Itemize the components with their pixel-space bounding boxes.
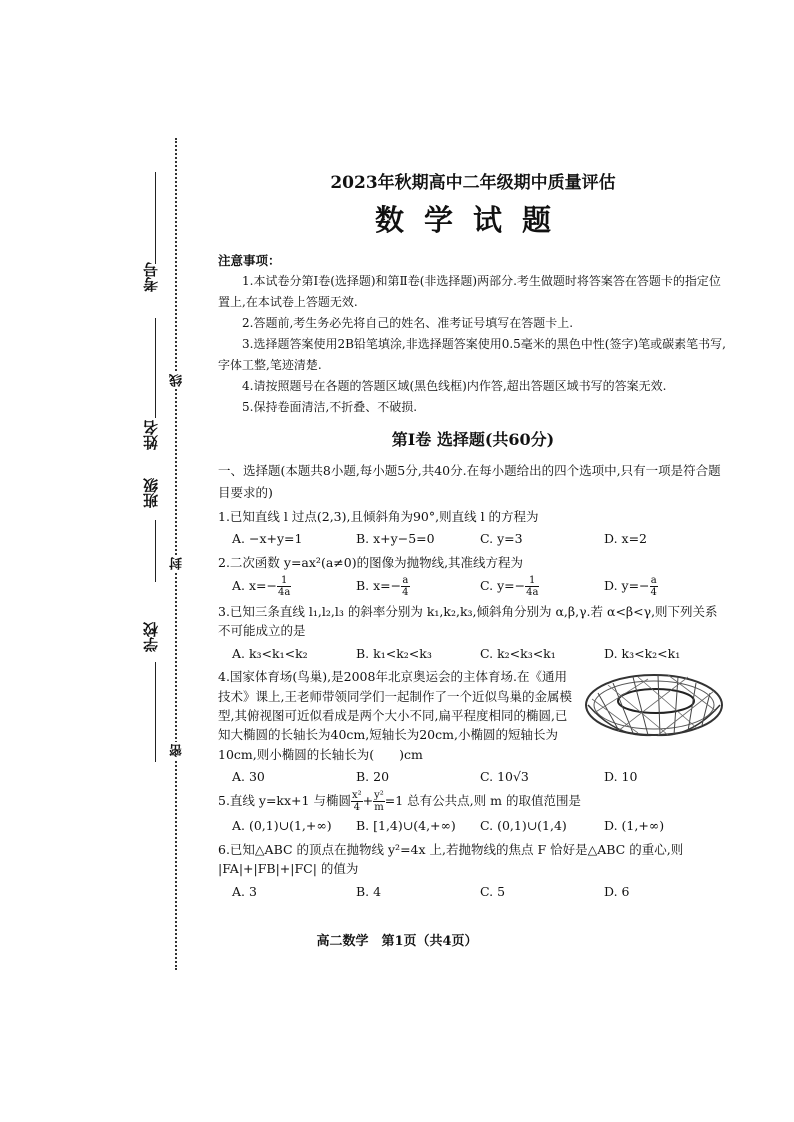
exam-content bbox=[218, 170, 728, 903]
name-line bbox=[155, 318, 156, 418]
denominator: 4 bbox=[650, 587, 657, 599]
option-c: C. k₂<k₃<k₁ bbox=[480, 645, 556, 661]
school-label: 学校 bbox=[142, 622, 160, 652]
option-prefix: A. x=− bbox=[232, 578, 277, 594]
option-c: C. (0,1)∪(1,4) bbox=[480, 818, 567, 834]
fraction bbox=[351, 790, 363, 813]
option-a: A. −x+y=1 bbox=[232, 531, 303, 547]
fraction bbox=[401, 575, 409, 598]
numerator: x² bbox=[351, 790, 362, 802]
exam-no-label: 考号 bbox=[142, 262, 160, 292]
birds-nest-icon bbox=[578, 669, 728, 749]
options bbox=[232, 644, 728, 663]
question-stem: 6.已知△ABC 的顶点在抛物线 y²=4x 上,若抛物线的焦点 F 恰好是△ABC 的重心,则 |FA|+|FB|+|FC| 的值为 bbox=[218, 841, 684, 877]
question-3 bbox=[218, 602, 728, 663]
option-d: D. 10 bbox=[604, 769, 638, 785]
notice-item: 1.本试卷分第Ⅰ卷(选择题)和第Ⅱ卷(非选择题)两部分.考生做题时将答案答在答题卡的指定位置上,在本试卷上答题无效. bbox=[218, 273, 721, 309]
denominator: 4 bbox=[353, 802, 360, 814]
option-a: A. 30 bbox=[232, 769, 265, 785]
option-prefix: C. y=− bbox=[480, 578, 526, 594]
numerator: y² bbox=[374, 790, 384, 802]
denominator: 4a bbox=[526, 587, 539, 599]
option-b: B. 4 bbox=[356, 883, 382, 899]
seal-char-seal: 封 bbox=[170, 557, 185, 570]
seal-char-mi: 密 bbox=[170, 744, 185, 757]
denominator: 4a bbox=[277, 587, 291, 599]
option-b: B. x+y−5=0 bbox=[356, 531, 435, 547]
option-a bbox=[232, 575, 356, 598]
option-c: C. 10√3 bbox=[480, 769, 529, 785]
notice-heading: 注意事项： bbox=[218, 253, 281, 269]
option-prefix: B. x=− bbox=[356, 578, 402, 594]
question-6 bbox=[218, 840, 728, 901]
option-d bbox=[604, 575, 728, 598]
option-c bbox=[480, 575, 604, 598]
option-d: D. 6 bbox=[604, 883, 630, 899]
option-c: C. 5 bbox=[480, 883, 506, 899]
subject-title: 数学试题 bbox=[374, 203, 571, 238]
seal-char-line: 线 bbox=[170, 374, 185, 387]
question-stem: 1.已知直线 l 过点(2,3),且倾斜角为90°,则直线 l 的方程为 bbox=[218, 508, 539, 524]
fraction bbox=[277, 575, 291, 598]
options bbox=[232, 882, 728, 901]
option-d: D. k₃<k₂<k₁ bbox=[604, 645, 681, 661]
name-label: 姓名 bbox=[142, 420, 160, 450]
option-b bbox=[356, 575, 480, 598]
numerator: 1 bbox=[525, 575, 539, 587]
stem-prefix: 5.直线 y=kx+1 与椭圆 bbox=[218, 793, 351, 809]
class-line bbox=[155, 520, 156, 582]
plus-sign: + bbox=[362, 793, 374, 809]
numerator: a bbox=[402, 575, 409, 587]
option-b: B. 20 bbox=[356, 769, 390, 785]
option-a: A. k₃<k₁<k₂ bbox=[232, 645, 308, 661]
notice-item: 4.请按照题号在各题的答题区域(黑色线框)内作答,超出答题区域书写的答案无效. bbox=[242, 378, 667, 393]
question-stem: 2.二次函数 y=ax²(a≠0)的图像为抛物线,其准线方程为 bbox=[218, 554, 524, 570]
options bbox=[232, 575, 728, 598]
options bbox=[232, 816, 728, 835]
fraction bbox=[373, 790, 385, 813]
school-line bbox=[155, 662, 156, 762]
question-5 bbox=[218, 790, 728, 835]
question-stem: 4.国家体育场(鸟巢),是2008年北京奥运会的主体育场.在《通用技术》课上,王老师带领同学们一起制作了一个近似鸟巢的金属模型,其俯视图可近似看成是两个大小不同,扁平程度相同的椭圆,已知大椭圆的长轴长为40cm,短轴长为20cm,小椭圆的短轴长为10cm,则小椭圆的长轴长为( )cm bbox=[218, 669, 572, 762]
exam-no-line bbox=[155, 172, 156, 264]
option-d: D. x=2 bbox=[604, 531, 647, 547]
section-instructions: 一、选择题(本题共8小题,每小题5分,共40分.在每小题给出的四个选项中,只有一项是符合题目要求的) bbox=[218, 463, 721, 500]
notice-block bbox=[218, 251, 728, 417]
options bbox=[232, 767, 728, 786]
binding-margin bbox=[0, 0, 175, 1122]
question-stem: 3.已知三条直线 l₁,l₂,l₃ 的斜率分别为 k₁,k₂,k₃,倾斜角分别为 α,β,γ.若 α<β<γ,则下列关系不可能成立的是 bbox=[218, 604, 718, 639]
option-c: C. y=3 bbox=[480, 531, 523, 547]
question-1 bbox=[218, 507, 728, 549]
notice-item: 5.保持卷面清洁,不折叠、不破损. bbox=[242, 399, 418, 414]
option-b: B. [1,4)∪(4,+∞) bbox=[356, 818, 456, 834]
numerator: 1 bbox=[277, 575, 291, 587]
fraction bbox=[525, 575, 539, 598]
option-a: A. 3 bbox=[232, 883, 257, 899]
denominator: 4 bbox=[402, 587, 409, 599]
option-d: D. (1,+∞) bbox=[604, 818, 665, 834]
fraction bbox=[650, 575, 658, 598]
question-2 bbox=[218, 553, 728, 598]
part1-title: 第Ⅰ卷 选择题(共60分) bbox=[391, 429, 555, 449]
notice-item: 2.答题前,考生务必先将自己的姓名、准考证号填写在答题卡上. bbox=[242, 315, 574, 330]
option-a: A. (0,1)∪(1,+∞) bbox=[232, 818, 332, 834]
exam-title: 2023年秋期高中二年级期中质量评估 bbox=[330, 173, 616, 193]
option-prefix: D. y=− bbox=[604, 578, 650, 594]
stem-suffix: =1 总有公共点,则 m 的取值范围是 bbox=[384, 793, 581, 809]
denominator: m bbox=[374, 802, 384, 814]
numerator: a bbox=[650, 575, 657, 587]
option-b: B. k₁<k₂<k₃ bbox=[356, 645, 432, 661]
class-label: 班级 bbox=[142, 478, 160, 508]
notice-item: 3.选择题答案使用2B铅笔填涂,非选择题答案使用0.5毫米的黑色中性(签字)笔或碳素笔书写,字体工整,笔迹清楚. bbox=[218, 336, 726, 372]
options bbox=[232, 529, 728, 548]
question-4 bbox=[218, 667, 728, 786]
page-footer: 高二数学 第1页（共4页） bbox=[316, 934, 478, 949]
question-stem bbox=[218, 790, 728, 813]
seal-dotted-line bbox=[175, 138, 177, 970]
